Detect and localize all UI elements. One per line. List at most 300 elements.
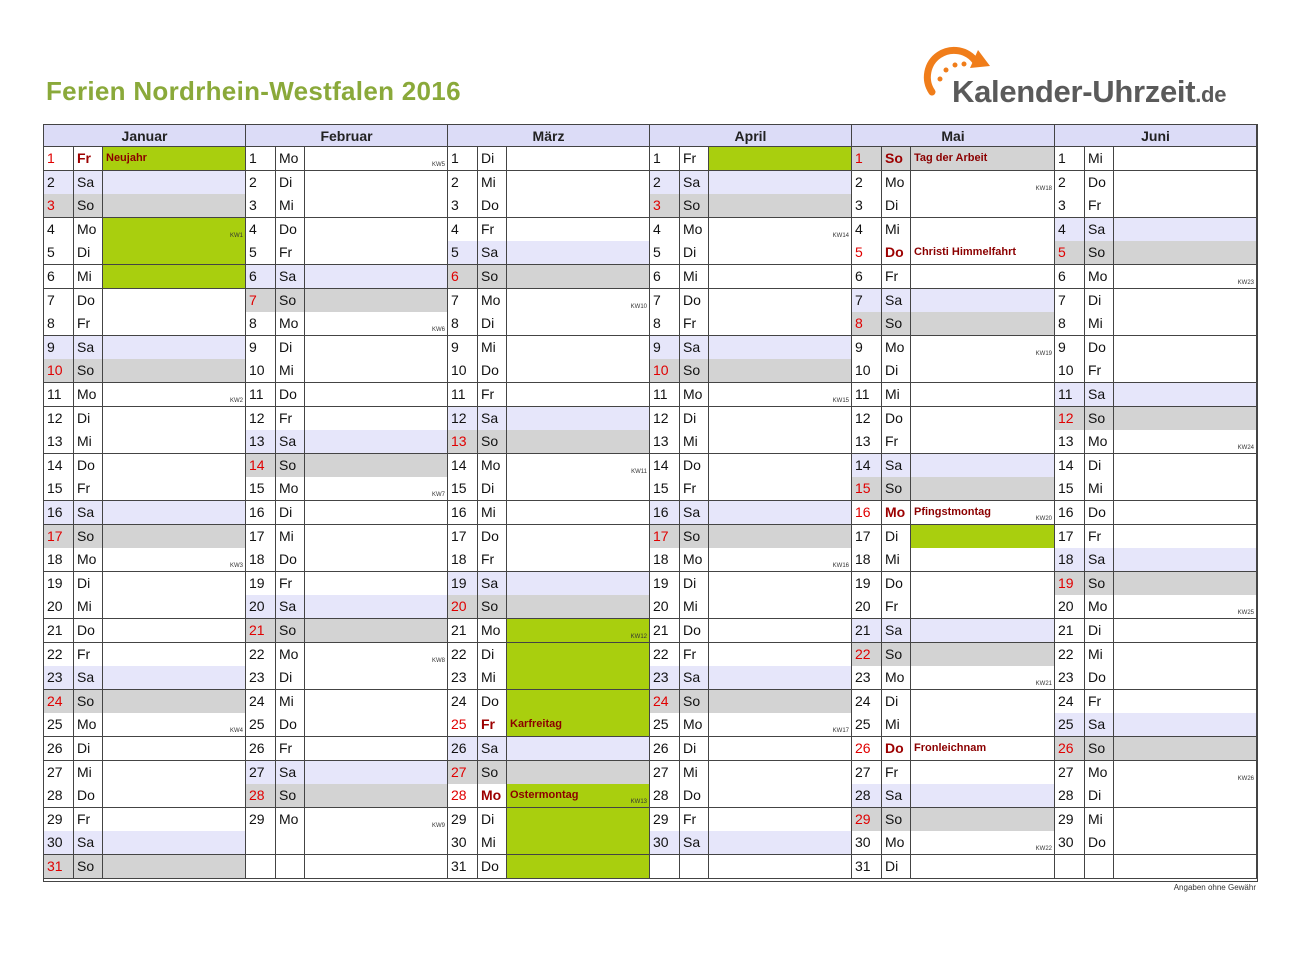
day-entry[interactable]	[507, 147, 650, 171]
day-entry[interactable]	[709, 737, 852, 761]
day-entry[interactable]	[709, 312, 852, 336]
day-entry[interactable]	[709, 241, 852, 265]
day-entry[interactable]	[709, 407, 852, 431]
day-entry[interactable]	[911, 359, 1055, 383]
day-number: 18	[44, 548, 74, 572]
day-entry[interactable]	[103, 572, 246, 596]
day-entry[interactable]	[305, 619, 448, 643]
day-entry[interactable]	[911, 501, 1055, 525]
day-entry[interactable]	[507, 218, 650, 242]
day-entry[interactable]	[911, 218, 1055, 242]
day-entry[interactable]	[103, 501, 246, 525]
day-entry[interactable]	[103, 383, 246, 407]
day-number: 27	[650, 761, 680, 785]
day-entry[interactable]	[1114, 548, 1257, 572]
day-number: 28	[852, 784, 882, 808]
day-entry[interactable]	[103, 241, 246, 265]
day-entry[interactable]	[103, 595, 246, 619]
day-entry[interactable]	[507, 666, 650, 690]
day-entry[interactable]	[709, 619, 852, 643]
day-entry[interactable]	[911, 454, 1055, 478]
day-entry[interactable]	[507, 383, 650, 407]
weekday: Sa	[276, 595, 305, 619]
day-number: 19	[44, 572, 74, 596]
day-entry[interactable]	[911, 336, 1055, 360]
day-entry[interactable]	[709, 525, 852, 549]
day-entry[interactable]	[709, 690, 852, 714]
day-number: 22	[44, 643, 74, 667]
weekday: Do	[680, 454, 709, 478]
day-entry[interactable]	[507, 477, 650, 501]
day-number: 23	[1055, 666, 1085, 690]
day-entry[interactable]	[709, 383, 852, 407]
day-entry[interactable]	[911, 690, 1055, 714]
day-number: 18	[246, 548, 276, 572]
day-entry[interactable]	[911, 595, 1055, 619]
day-entry[interactable]	[507, 407, 650, 431]
day-entry[interactable]	[709, 218, 852, 242]
day-entry[interactable]	[305, 147, 448, 171]
calendar-week-label: KW16	[832, 563, 849, 570]
day-entry[interactable]	[709, 359, 852, 383]
day-number: 14	[1055, 454, 1085, 478]
weekday: Mi	[276, 690, 305, 714]
day-entry[interactable]	[911, 477, 1055, 501]
weekday: Fr	[74, 147, 103, 171]
day-number: 4	[852, 218, 882, 242]
day-entry[interactable]	[709, 454, 852, 478]
weekday: So	[478, 430, 507, 454]
day-entry[interactable]	[1114, 831, 1257, 855]
weekday: Mi	[1085, 643, 1114, 667]
weekday: Mi	[882, 383, 911, 407]
day-entry[interactable]	[305, 171, 448, 195]
day-entry[interactable]	[507, 525, 650, 549]
day-entry[interactable]	[103, 666, 246, 690]
day-entry[interactable]	[103, 761, 246, 785]
day-entry[interactable]	[103, 218, 246, 242]
day-entry[interactable]	[103, 289, 246, 313]
day-number: 17	[448, 525, 478, 549]
day-entry[interactable]	[103, 147, 246, 171]
day-entry[interactable]	[507, 737, 650, 761]
day-number: 12	[44, 407, 74, 431]
day-entry[interactable]	[709, 430, 852, 454]
day-entry[interactable]	[103, 643, 246, 667]
calendar-week-label: KW2	[229, 398, 243, 405]
day-entry[interactable]	[1114, 430, 1257, 454]
day-entry[interactable]	[305, 595, 448, 619]
day-entry[interactable]	[305, 761, 448, 785]
day-entry[interactable]	[305, 265, 448, 289]
day-entry[interactable]	[709, 713, 852, 737]
weekday: So	[882, 643, 911, 667]
calendar-week-label: KW18	[1035, 185, 1052, 192]
day-entry[interactable]	[507, 808, 650, 832]
weekday: Mo	[882, 336, 911, 360]
day-number: 26	[448, 737, 478, 761]
day-entry[interactable]	[1114, 619, 1257, 643]
day-entry[interactable]	[103, 312, 246, 336]
day-entry[interactable]	[1114, 525, 1257, 549]
day-entry[interactable]	[911, 289, 1055, 313]
day-entry[interactable]	[709, 265, 852, 289]
day-entry[interactable]	[911, 784, 1055, 808]
day-number: 3	[1055, 194, 1085, 218]
day-entry[interactable]	[103, 855, 246, 879]
day-entry[interactable]	[507, 548, 650, 572]
day-entry[interactable]	[507, 855, 650, 879]
day-entry[interactable]	[911, 194, 1055, 218]
day-entry[interactable]	[103, 713, 246, 737]
day-entry[interactable]	[507, 713, 650, 737]
day-entry[interactable]	[911, 407, 1055, 431]
weekday: Mi	[680, 430, 709, 454]
day-entry[interactable]	[507, 359, 650, 383]
day-entry[interactable]	[103, 737, 246, 761]
day-entry[interactable]	[911, 312, 1055, 336]
day-number: 15	[852, 477, 882, 501]
day-entry[interactable]	[305, 784, 448, 808]
day-number: 10	[852, 359, 882, 383]
weekday: Mo	[882, 831, 911, 855]
day-entry[interactable]	[709, 501, 852, 525]
day-entry[interactable]	[1114, 690, 1257, 714]
day-entry[interactable]	[305, 407, 448, 431]
weekday: Do	[680, 289, 709, 313]
day-number: 22	[852, 643, 882, 667]
day-entry[interactable]	[507, 312, 650, 336]
day-entry[interactable]	[911, 808, 1055, 832]
day-entry[interactable]	[103, 430, 246, 454]
day-entry[interactable]	[911, 430, 1055, 454]
weekday: Di	[478, 643, 507, 667]
day-number: 23	[852, 666, 882, 690]
weekday: Do	[74, 784, 103, 808]
day-entry[interactable]	[103, 619, 246, 643]
day-entry[interactable]	[305, 501, 448, 525]
day-number: 13	[650, 430, 680, 454]
weekday: Fr	[882, 265, 911, 289]
weekday: Fr	[478, 383, 507, 407]
day-entry[interactable]	[305, 430, 448, 454]
day-entry[interactable]	[305, 336, 448, 360]
weekday: Do	[276, 383, 305, 407]
day-number: 17	[246, 525, 276, 549]
day-entry[interactable]	[911, 171, 1055, 195]
weekday: Di	[478, 312, 507, 336]
weekday: Mo	[478, 784, 507, 808]
day-entry[interactable]	[305, 383, 448, 407]
day-entry[interactable]	[507, 619, 650, 643]
weekday: Do	[478, 194, 507, 218]
day-number: 5	[852, 241, 882, 265]
day-entry[interactable]	[305, 289, 448, 313]
day-number: 13	[246, 430, 276, 454]
weekday: Mi	[74, 595, 103, 619]
day-entry[interactable]	[305, 713, 448, 737]
weekday: Mi	[680, 595, 709, 619]
holiday-label: Fronleichnam	[914, 742, 987, 754]
day-entry[interactable]	[507, 572, 650, 596]
day-entry[interactable]	[911, 831, 1055, 855]
day-entry[interactable]	[709, 666, 852, 690]
day-number: 29	[448, 808, 478, 832]
weekday: Di	[1085, 619, 1114, 643]
day-entry[interactable]	[709, 643, 852, 667]
day-entry[interactable]	[305, 548, 448, 572]
weekday: Do	[1085, 171, 1114, 195]
day-entry[interactable]	[1114, 761, 1257, 785]
day-entry[interactable]	[103, 477, 246, 501]
day-entry[interactable]	[507, 289, 650, 313]
calendar-week-label: KW7	[431, 492, 445, 499]
calendar-week-label: KW4	[229, 728, 243, 735]
day-entry[interactable]	[1114, 407, 1257, 431]
day-entry[interactable]	[709, 336, 852, 360]
day-number: 2	[1055, 171, 1085, 195]
day-entry[interactable]	[305, 737, 448, 761]
day-number: 21	[1055, 619, 1085, 643]
day-entry[interactable]	[1114, 312, 1257, 336]
day-entry[interactable]	[305, 241, 448, 265]
day-entry[interactable]	[1114, 643, 1257, 667]
day-entry[interactable]	[305, 359, 448, 383]
day-number: 17	[44, 525, 74, 549]
day-entry[interactable]	[305, 477, 448, 501]
day-entry[interactable]	[507, 690, 650, 714]
weekday: Fr	[680, 643, 709, 667]
day-number: 31	[852, 855, 882, 879]
day-entry[interactable]	[709, 831, 852, 855]
weekday: Do	[478, 525, 507, 549]
day-entry[interactable]	[507, 454, 650, 478]
weekday	[276, 831, 305, 855]
day-entry[interactable]	[507, 430, 650, 454]
day-number: 30	[1055, 831, 1085, 855]
day-entry[interactable]	[911, 147, 1055, 171]
weekday: Do	[74, 619, 103, 643]
day-entry[interactable]	[507, 501, 650, 525]
day-entry[interactable]	[1114, 454, 1257, 478]
day-number: 3	[852, 194, 882, 218]
day-entry[interactable]	[911, 548, 1055, 572]
day-entry[interactable]	[911, 761, 1055, 785]
weekday: Sa	[276, 265, 305, 289]
day-entry[interactable]	[103, 808, 246, 832]
weekday: Mo	[1085, 265, 1114, 289]
weekday: Do	[882, 407, 911, 431]
day-entry[interactable]	[709, 784, 852, 808]
day-entry[interactable]	[911, 383, 1055, 407]
day-entry[interactable]	[1114, 336, 1257, 360]
weekday: Sa	[478, 737, 507, 761]
day-entry[interactable]	[1114, 359, 1257, 383]
day-entry[interactable]	[911, 737, 1055, 761]
weekday: So	[882, 477, 911, 501]
weekday: Mo	[680, 218, 709, 242]
day-entry[interactable]	[103, 336, 246, 360]
day-entry[interactable]	[1114, 241, 1257, 265]
calendar-week-label: KW1	[229, 232, 243, 239]
day-entry[interactable]	[507, 171, 650, 195]
day-number: 15	[448, 477, 478, 501]
day-entry[interactable]	[507, 831, 650, 855]
day-number: 22	[650, 643, 680, 667]
day-entry[interactable]	[1114, 501, 1257, 525]
day-entry[interactable]	[305, 312, 448, 336]
day-number: 23	[448, 666, 478, 690]
day-entry[interactable]	[507, 194, 650, 218]
weekday: Do	[478, 855, 507, 879]
day-entry[interactable]	[709, 761, 852, 785]
day-entry[interactable]	[911, 713, 1055, 737]
day-entry[interactable]	[911, 643, 1055, 667]
day-number: 8	[1055, 312, 1085, 336]
day-entry[interactable]	[911, 265, 1055, 289]
day-entry[interactable]	[507, 784, 650, 808]
holiday-label: Ostermontag	[510, 789, 579, 802]
day-number: 24	[650, 690, 680, 714]
day-number: 29	[1055, 808, 1085, 832]
day-entry[interactable]	[1114, 194, 1257, 218]
weekday: Fr	[74, 312, 103, 336]
day-entry[interactable]	[103, 171, 246, 195]
day-entry[interactable]	[305, 454, 448, 478]
weekday: Fr	[680, 147, 709, 171]
weekday: Fr	[478, 713, 507, 737]
day-entry[interactable]	[709, 289, 852, 313]
day-entry[interactable]	[305, 666, 448, 690]
weekday: So	[680, 359, 709, 383]
day-entry[interactable]	[305, 831, 448, 855]
weekday: Do	[276, 218, 305, 242]
day-entry[interactable]	[1114, 713, 1257, 737]
day-entry[interactable]	[1114, 218, 1257, 242]
day-number: 19	[448, 572, 478, 596]
day-number: 27	[246, 761, 276, 785]
day-entry[interactable]	[1114, 383, 1257, 407]
day-entry[interactable]	[911, 666, 1055, 690]
day-entry[interactable]	[103, 359, 246, 383]
day-number: 7	[852, 289, 882, 313]
day-entry[interactable]	[305, 643, 448, 667]
day-number: 12	[448, 407, 478, 431]
weekday: Mi	[1085, 477, 1114, 501]
weekday: So	[882, 147, 911, 171]
day-entry[interactable]	[1114, 666, 1257, 690]
weekday: Mi	[680, 265, 709, 289]
day-number: 1	[44, 147, 74, 171]
day-entry[interactable]	[103, 831, 246, 855]
day-entry[interactable]	[709, 595, 852, 619]
day-number: 24	[44, 690, 74, 714]
kalender-uhrzeit-logo[interactable]	[918, 44, 1248, 114]
weekday: Fr	[1085, 359, 1114, 383]
day-entry[interactable]	[1114, 737, 1257, 761]
day-entry[interactable]	[507, 336, 650, 360]
day-entry[interactable]	[709, 171, 852, 195]
day-entry[interactable]	[305, 690, 448, 714]
day-entry[interactable]	[911, 525, 1055, 549]
day-entry[interactable]	[103, 690, 246, 714]
day-number: 11	[1055, 383, 1085, 407]
day-entry[interactable]	[709, 147, 852, 171]
calendar-week-label: KW5	[431, 162, 445, 169]
day-number: 22	[246, 643, 276, 667]
day-entry[interactable]	[911, 855, 1055, 879]
day-entry[interactable]	[103, 548, 246, 572]
day-entry[interactable]	[305, 218, 448, 242]
day-entry[interactable]	[911, 572, 1055, 596]
day-entry[interactable]	[911, 619, 1055, 643]
day-entry[interactable]	[507, 761, 650, 785]
day-entry[interactable]	[103, 454, 246, 478]
day-entry[interactable]	[103, 407, 246, 431]
day-entry[interactable]	[1114, 171, 1257, 195]
day-number: 3	[246, 194, 276, 218]
day-entry[interactable]	[507, 265, 650, 289]
day-entry[interactable]	[709, 194, 852, 218]
weekday: Sa	[74, 171, 103, 195]
day-entry[interactable]	[507, 241, 650, 265]
weekday	[1085, 855, 1114, 879]
day-entry[interactable]	[709, 477, 852, 501]
weekday: Mo	[680, 713, 709, 737]
day-entry[interactable]	[103, 194, 246, 218]
day-entry[interactable]	[709, 572, 852, 596]
day-number: 30	[448, 831, 478, 855]
day-entry[interactable]	[709, 855, 852, 879]
day-entry[interactable]	[1114, 595, 1257, 619]
day-number: 29	[852, 808, 882, 832]
day-entry[interactable]	[1114, 265, 1257, 289]
day-entry[interactable]	[507, 595, 650, 619]
weekday: So	[276, 289, 305, 313]
day-entry[interactable]	[1114, 289, 1257, 313]
day-number: 6	[650, 265, 680, 289]
day-entry[interactable]	[305, 194, 448, 218]
day-entry[interactable]	[911, 241, 1055, 265]
day-entry[interactable]	[709, 808, 852, 832]
day-entry[interactable]	[305, 572, 448, 596]
day-number: 7	[44, 289, 74, 313]
day-entry[interactable]	[305, 855, 448, 879]
day-entry[interactable]	[103, 784, 246, 808]
day-entry[interactable]	[1114, 808, 1257, 832]
weekday: Sa	[478, 572, 507, 596]
day-entry[interactable]	[1114, 477, 1257, 501]
weekday: Do	[478, 359, 507, 383]
day-entry[interactable]	[103, 265, 246, 289]
day-number: 25	[650, 713, 680, 737]
day-entry[interactable]	[305, 525, 448, 549]
day-entry[interactable]	[305, 808, 448, 832]
day-entry[interactable]	[507, 643, 650, 667]
holiday-label: Neujahr	[106, 152, 147, 164]
day-entry[interactable]	[1114, 784, 1257, 808]
day-entry[interactable]	[1114, 147, 1257, 171]
day-entry[interactable]	[709, 548, 852, 572]
weekday: Sa	[276, 761, 305, 785]
day-number: 16	[1055, 501, 1085, 525]
weekday: Sa	[680, 501, 709, 525]
day-entry[interactable]	[1114, 855, 1257, 879]
day-entry[interactable]	[1114, 572, 1257, 596]
day-entry[interactable]	[103, 525, 246, 549]
day-number: 13	[448, 430, 478, 454]
weekday: Sa	[882, 619, 911, 643]
